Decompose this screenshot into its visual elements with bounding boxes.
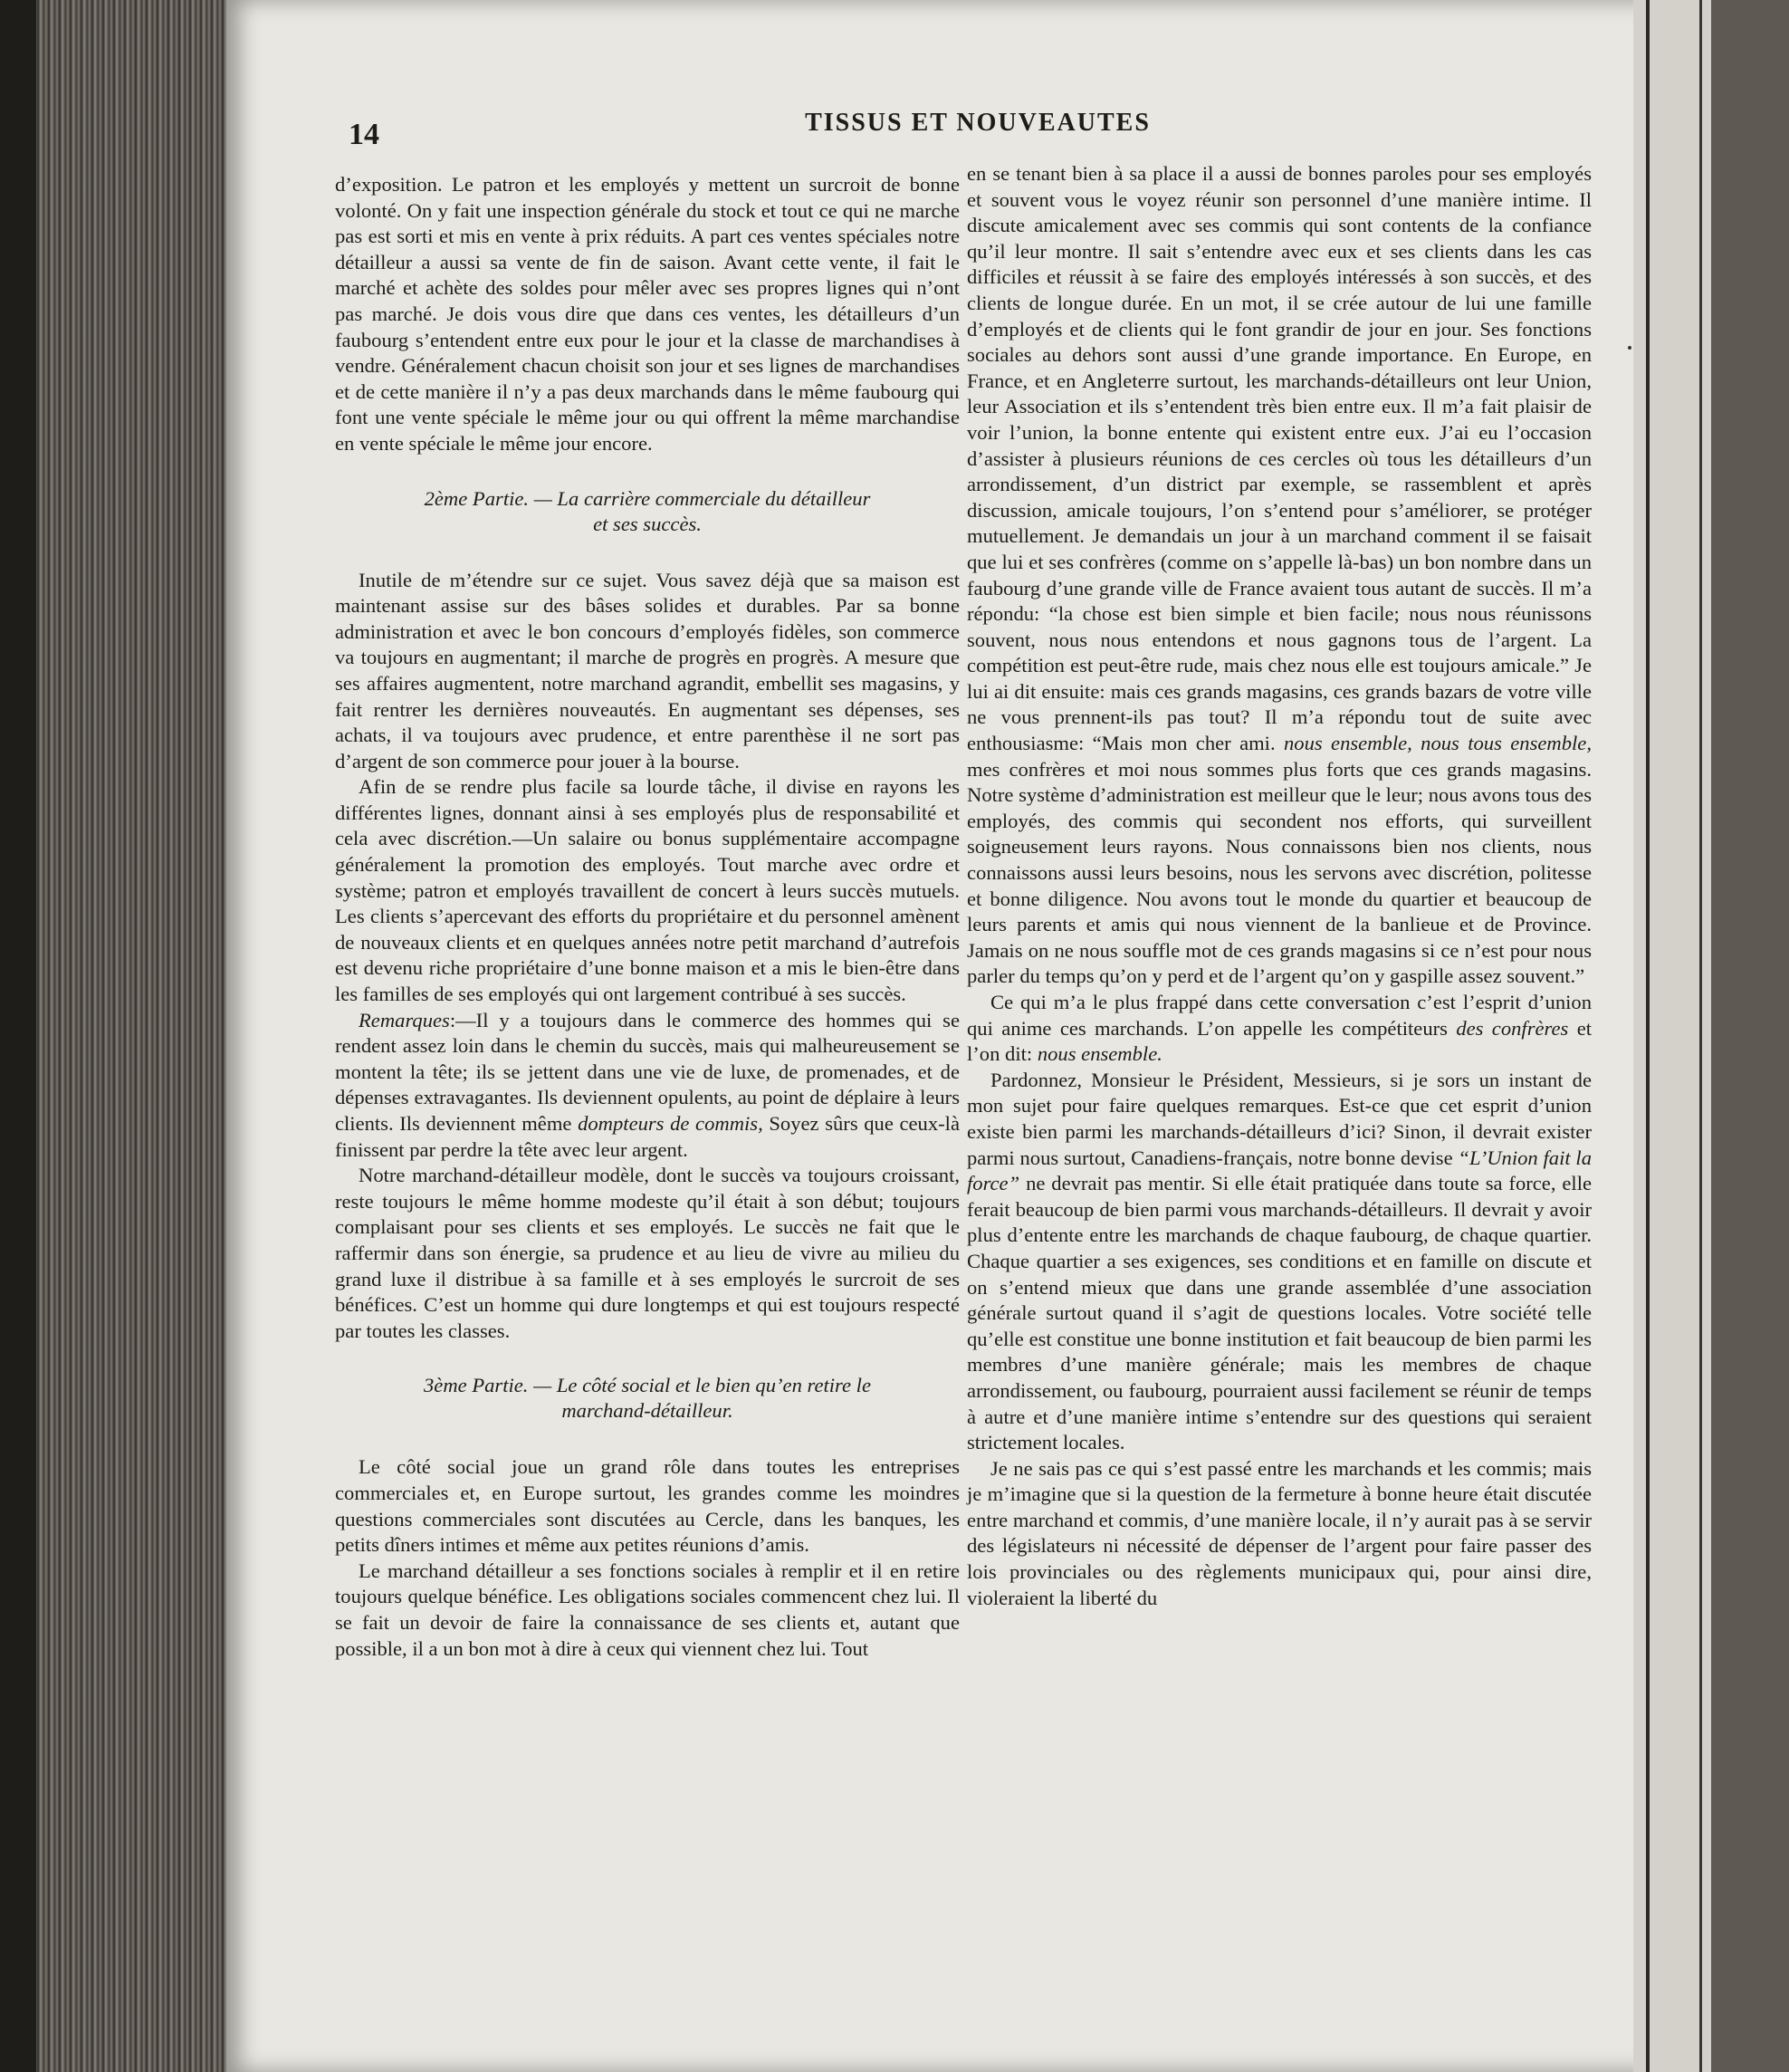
left-paragraph-2: Inutile de m’étendre sur ce sujet. Vous savez déjà que sa maison est maintenant assise sur des bâses solides et durables. Par sa bonne administration et avec le bon concours d’employés fidèles, son commerce va toujours en augmentant; il marche de progrès en progrès. A mesure que ses affaires augmentent, notre marchand agrandit, embellit ses magasins, y fait rentrer les dernières nouveautés. En augmentant ses dépenses, ses achats, il va toujours avec prudence, et entre parenthèse il ne sort pas d’argent de son commerce pour jouer à la bourse. — [335, 568, 960, 772]
left-column — [335, 172, 960, 1662]
left-paragraph-4 — [335, 1008, 960, 1164]
section-heading-3-line-2: marchand-détailleur. — [561, 1399, 733, 1423]
right-paragraph-3-a: Pardonnez, Monsieur le Président, Messieurs, si je sors un instant de mon sujet pour faire quelques remarques. Est-ce que cet esprit d’union existe bien parmi les marchands-détailleurs d’ici? Sinon, il devrait exister parmi nous surtout, Canadiens-français, notre bonne devise — [967, 1068, 1592, 1169]
right-paragraph-1-a: en se tenant bien à sa place il a aussi de bonnes paroles pour ses employés et souvent vous le voyez réunir son personnel d’une manière intime. Il discute amicalement avec ses commis qui sont contents de la confiance qu’il leur montre. Il sait s’entendre avec eux et ses clients dans les cas difficiles et réussit à se faire des employés intéressés à son succès, et des clients de longue durée. En un mot, il se crée autour de lui une famille d’employés et de clients qui le font grandir de jour en jour. Ses fonctions sociales au dehors sont aussi d’une grande importance. En Europe, en France, et en Angleterre surtout, les marchands-détailleurs ont leur Union, leur Association et ils s’entendent très bien entre eux. Il m’a fait plaisir de voir l’union, la bonne entente qui existent entre eux. J’ai eu l’occasion d’assister à plusieurs réunions de ces cercles où tous les détailleurs d’un arrondissement, d’un district par exemple, se rassemblent et après discussion, amicale toujours, l’on s’entend pour s’améliorer, se protéger mutuellement. Je demandais un jour à un marchand comment il se faisait que lui et ses confrères (comme on s’appelle là-bas) un bon nombre dans un faubourg d’une grande ville de France avaient tous autant de succès. Il m’a répondu: “la chose est bien simple et bien facile; nous nous réunissons souvent, nous nous entendons et nous gagnons tous de l’argent. La compétition est peut-être rude, mais chez nous elle est toujours amicale.” Je lui ai dit ensuite: mais ces grands magasins, ces grands bazars de votre ville ne vous prennent-ils pas tout? Il m’a répondu tout de suite avec enthousiasme: “Mais mon cher ami. — [967, 162, 1592, 755]
right-paragraph-4: Je ne sais pas ce qui s’est passé entre les marchands et les commis; mais je m’imagine que si la question de la fermeture à bonne heure était discutée entre marchand et commis, d’une manière locale, il n’y aurait pas à se servir des législateurs ni nécessité de dépenser de l’argent pour faire passer des lois provinciales ou des règlements municipaux qui, pour ainsi dire, violeraient la liberté du — [967, 1456, 1592, 1609]
left-paragraph-6: Le côté social joue un grand rôle dans toutes les entreprises commerciales et, en Europe surtout, les grandes comme les moindres questions commerciales sont discutées au Cercle, dans les banques, les petits dîners intimes et même aux petites réunions d’amis. — [335, 1455, 960, 1557]
left-paragraph-4-b: Soyez sûrs que ceux-là finissent par perdre la tête avec leur argent. — [335, 1112, 960, 1161]
right-paragraph-3 — [967, 1068, 1592, 1456]
page-header — [349, 109, 1607, 154]
page-number: 14 — [349, 118, 379, 151]
right-paragraph-2-emphasis-2: nous ensemble. — [1037, 1042, 1162, 1066]
book-binding-shadow — [0, 0, 36, 2072]
left-paragraph-1: d’exposition. Le patron et les employés y mettent un surcroit de bonne volonté. On y fait une inspection générale du stock et tout ce qui ne marche pas est sorti et mis en vente à prix réduits. A part ces ventes spéciales notre détailleur a aussi sa vente de fin de saison. Avant cette vente, il fait le marché et achète des soldes pour mêler avec ses propres lignes qui n’ont pas marché. Je dois vous dire que dans ces ventes, les détailleurs d’un faubourg s’entendent entre eux pour le jour et la classe de marchandises à vendre. Généralement chacun choisit son jour et ses lignes de marchandises et de cette manière il n’y a pas deux marchands dans le même faubourg qui font une vente spéciale le même jour ou qui offrent la même marchandise en vente spéciale le même jour encore. — [335, 173, 960, 455]
section-heading-3 — [371, 1373, 923, 1424]
right-paragraph-2-emphasis-1: des confrères — [1456, 1016, 1569, 1040]
right-column — [967, 161, 1592, 1611]
section-heading-2-line-2: et ses succès. — [593, 512, 702, 535]
right-paragraph-1 — [967, 161, 1592, 990]
left-paragraph-4-emphasis: dompteurs de commis, — [578, 1112, 763, 1135]
section-heading-2-line-1: 2ème Partie. — La carrière commerciale du détailleur — [424, 486, 871, 510]
running-title: TISSUS ET NOUVEAUTES — [805, 109, 1151, 137]
left-paragraph-7: Le marchand détailleur a ses fonctions sociales à remplir et il en retire toujours quelque bénéfice. Les obligations sociales commencent chez lui. Il se fait un devoir de faire la connaissance de ses clients et, autant que possible, il a un bon mot à dire à ceux qui viennent chez lui. Tout — [335, 1559, 960, 1660]
right-paragraph-3-b: ne devrait pas mentir. Si elle était pratiquée dans toute sa force, elle ferait beaucoup de bien parmi vous marchands-détailleurs. Il devrait y avoir plus d’entente entre les marchands de chaque faubourg, de chaque quartier. Chaque quartier a ses exigences, ses conditions et en famille on discute et on s’entend mieux que dans une grande assemblée d’une association générale surtout quand il s’agit de questions locales. Votre société telle qu’elle est constitue une bonne institution et fait beaucoup de bien parmi les membres d’une manière générale; mais les membres de chaque arrondissement, ou faubourg, pourraient aussi facilement se réunir de temps à autre et d’une manière intime s’entendre sur des questions qui seraient strictement locales. — [967, 1172, 1592, 1454]
left-paragraph-5: Notre marchand-détailleur modèle, dont le succès va toujours croissant, reste toujours le même homme modeste qu’il était à son début; toujours complaisant pour ses clients et ses employés. Le succès ne fait que le raffermir dans son énergie, sa prudence et au lieu de vivre au milieu du grand luxe il distribue à sa famille et à ses employés le surcroit de ses bénéfices. C’est un homme qui dure longtemps et qui est toujours respecté par toutes les classes. — [335, 1164, 960, 1342]
remarques-label: Remarques — [359, 1008, 450, 1031]
right-paragraph-2-b: et l’on dit: — [967, 1016, 1592, 1066]
right-paragraph-3-emphasis: “L’Union fait la force” — [967, 1146, 1592, 1195]
right-paragraph-2 — [967, 990, 1592, 1068]
section-heading-2 — [371, 486, 923, 537]
right-paragraph-1-b: mes confrères et moi nous sommes plus forts que ces grands magasins. Notre système d’administration est meilleur que le leur; nous avons tous des employés, des commis qui secondent nos efforts, qui surveillent soigneusement leurs rayons. Nous connaissons bien nos clients, nous connaissons aussi leurs besoins, nous les servons avec discrétion, politesse et bonne diligence. Nou avons tout le monde du quartier et beaucoup de leurs parents et amis qui nous viennent de la banlieue et de Province. Jamais on ne nous souffle mot de ces grands magasins si ce n’est pour nous parler du temps qu’on y perd et de l’argent qu’on y gaspille assez souvent.” — [967, 757, 1592, 988]
document-page — [226, 0, 1711, 2072]
scan-speck — [1628, 346, 1631, 350]
right-paragraph-1-emphasis: nous ensemble, nous tous ensemble, — [1283, 732, 1592, 755]
section-heading-3-line-1: 3ème Partie. — Le côté social et le bien qu’en retire le — [424, 1374, 871, 1397]
left-paragraph-3: Afin de se rendre plus facile sa lourde tâche, il divise en rayons les différentes lignes, donnant ainsi à ses employés plus de responsabilité et cela avec discrétion.—Un salaire ou bonus supplémentaire accompagne généralement la promotion des employés. Tout marche avec ordre et système; patron et employés travaillent de concert à leurs succès mutuels. Les clients s’apercevant des efforts du propriétaire et du personnel amènent de nouveaux clients et en quelques années notre petit marchand d’autrefois est devenu riche propriétaire d’une bonne maison et a mis le bien-être dans les familles de ses employés qui ont largement contribué à ses succès. — [335, 775, 960, 1006]
page-right-margin — [1633, 0, 1711, 2072]
left-paragraph-4-a: :—Il y a toujours dans le commerce des hommes qui se rendent assez loin dans le chemin du succès, mais qui malheureusement se montent la tête; ils se jettent dans une vie de luxe, de promenades, et de dépenses extravagantes. Ils deviennent opulents, au point de déplaire à leurs clients. Ils deviennent même — [335, 1008, 960, 1135]
right-paragraph-2-a: Ce qui m’a le plus frappé dans cette conversation c’est l’esprit d’union qui anime ces marchands. L’on appelle les compétiteurs — [967, 991, 1592, 1040]
